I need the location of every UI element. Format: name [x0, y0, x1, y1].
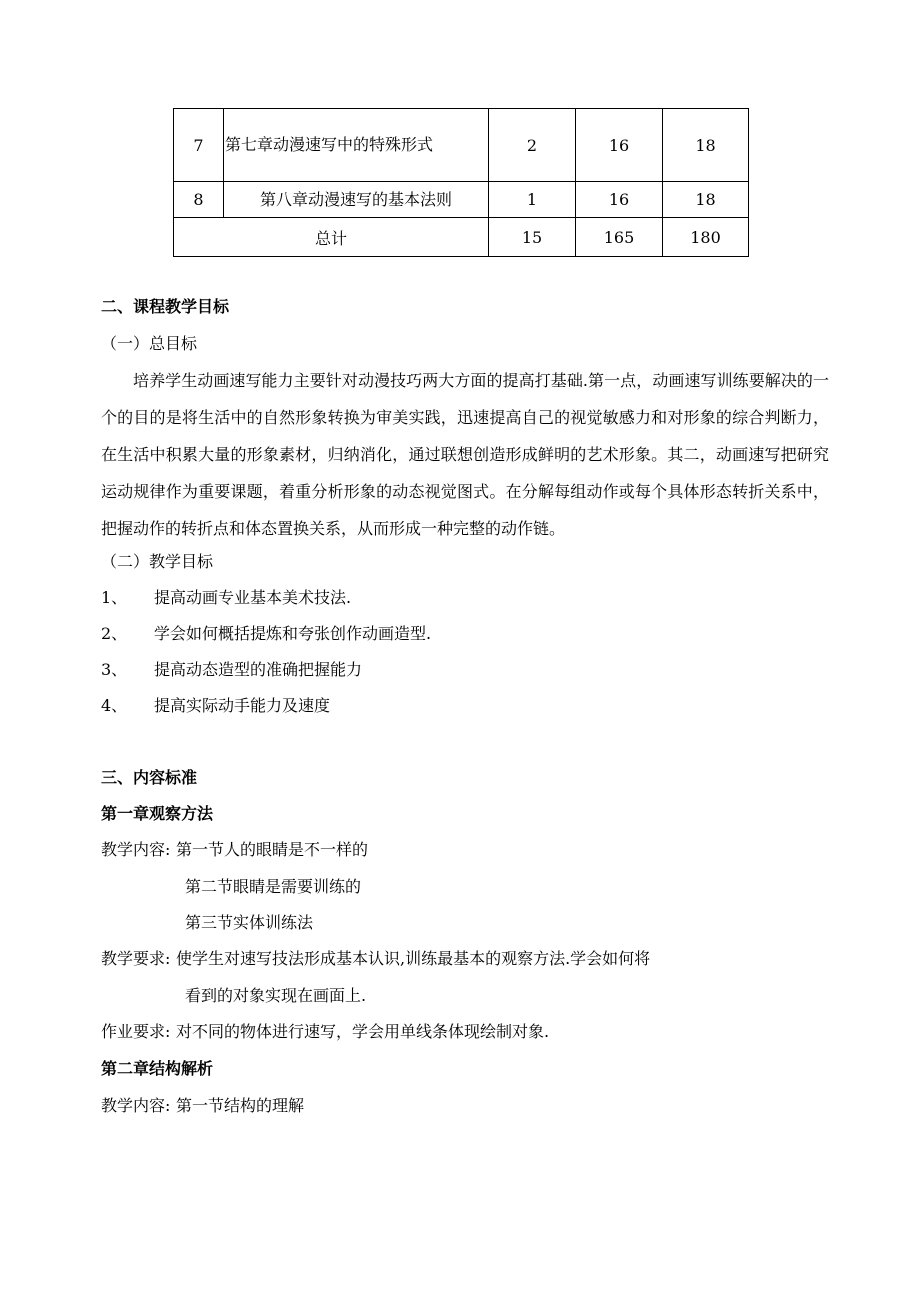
- chapter2-title: 第二章结构解析: [101, 1059, 214, 1078]
- goal-number: 2、: [101, 624, 128, 643]
- total-col5: 180: [663, 218, 749, 257]
- chapter-title: 第八章动漫速写的基本法则: [224, 182, 489, 218]
- table-row: [174, 109, 749, 182]
- table-total-row: [174, 218, 749, 257]
- requirement-label: 教学要求:: [101, 949, 171, 968]
- content-item: 第三节实体训练法: [185, 913, 314, 932]
- total-col4: 165: [576, 218, 663, 257]
- content-label: 教学内容:: [101, 840, 171, 859]
- goal-text: 提高实际动手能力及速度: [154, 696, 331, 715]
- section2-heading: 二、课程教学目标: [101, 297, 230, 316]
- section2-paragraph: 培养学生动画速写能力主要针对动漫技巧两大方面的提高打基础.第一点，动画速写训练要解决的一个的目的是将生活中的自然形象转换为审美实践，迅速提高自己的视觉敏感力和对形象的综合判断力，在生活中积累大量的形象素材，归纳消化，通过联想创造形成鲜明的艺术形象。其二，动画速写把研究运动规律作为重要课题，着重分析形象的动态视觉图式。在分解每组动作或每个具体形态转折关系中，把握动作的转折点和体态置换关系，从而形成一种完整的动作链。: [101, 371, 829, 538]
- section3-heading: 三、内容标准: [101, 768, 198, 787]
- cell-col4: 16: [576, 109, 663, 182]
- homework-label: 作业要求:: [101, 1022, 171, 1041]
- content-label: 教学内容:: [101, 1096, 171, 1115]
- section2-sub1: （一）总目标: [101, 334, 198, 353]
- table-row: [174, 182, 749, 218]
- goal-text: 学会如何概括提炼和夸张创作动画造型.: [154, 624, 432, 643]
- cell-col5: 18: [663, 109, 749, 182]
- chapter-title: 第七章动漫速写中的特殊形式: [224, 109, 489, 182]
- chapter1-title: 第一章观察方法: [101, 804, 214, 823]
- total-label: 总计: [174, 218, 489, 257]
- homework-text: 对不同的物体进行速写，学会用单线条体现绘制对象.: [176, 1022, 550, 1041]
- cell-col3: 1: [489, 182, 576, 218]
- requirement-text: 看到的对象实现在画面上.: [185, 986, 367, 1005]
- goal-number: 3、: [101, 660, 128, 679]
- content-item: 第一节人的眼睛是不一样的: [176, 840, 369, 859]
- goal-text: 提高动画专业基本美术技法.: [154, 588, 352, 607]
- total-col3: 15: [489, 218, 576, 257]
- chapter-number: 7: [174, 109, 224, 182]
- content-item: 第二节眼睛是需要训练的: [185, 877, 362, 896]
- goal-number: 1、: [101, 588, 128, 607]
- content-item: 第一节结构的理解: [176, 1096, 305, 1115]
- cell-col4: 16: [576, 182, 663, 218]
- cell-col5: 18: [663, 182, 749, 218]
- chapter-number: 8: [174, 182, 224, 218]
- goal-text: 提高动态造型的准确把握能力: [154, 660, 363, 679]
- section2-sub2: （二）教学目标: [101, 552, 214, 571]
- requirement-text: 使学生对速写技法形成基本认识,训练最基本的观察方法.学会如何将: [176, 949, 651, 968]
- course-hours-table: [173, 108, 749, 257]
- goal-number: 4、: [101, 696, 128, 715]
- cell-col3: 2: [489, 109, 576, 182]
